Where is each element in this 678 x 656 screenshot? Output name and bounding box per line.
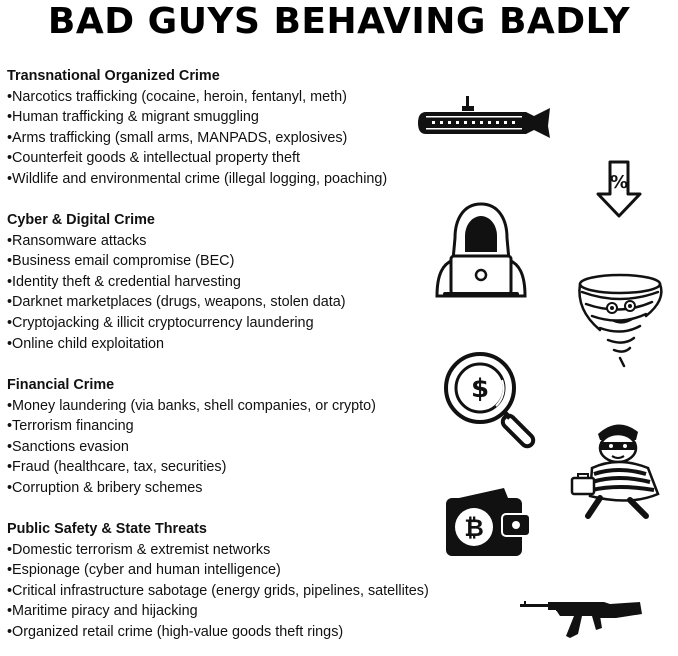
section-financial-crime [7, 375, 477, 499]
section-transnational-crime [7, 66, 477, 190]
list-item: •Arms trafficking (small arms, MANPADS, explosives) [7, 129, 348, 146]
section-list [7, 231, 477, 355]
list-item: •Critical infrastructure sabotage (energy grids, pipelines, satellites) [7, 582, 429, 599]
list-item: •Maritime piracy and hijacking [7, 603, 198, 620]
section-heading: Financial Crime [7, 377, 115, 393]
list-item: •Business email compromise (BEC) [7, 253, 235, 270]
assault-rifle-icon [520, 596, 644, 642]
list-item: •Ransomware attacks [7, 232, 147, 249]
submarine-icon [418, 94, 552, 144]
list-item: •Online child exploitation [7, 335, 165, 352]
section-list [7, 396, 477, 499]
svg-text:₿: ₿ [464, 514, 484, 542]
list-item: •Human trafficking & migrant smuggling [7, 109, 259, 126]
list-item: •Wildlife and environmental crime (illegal logging, poaching) [7, 170, 388, 187]
list-item: •Narcotics trafficking (cocaine, heroin, fentanyl, meth) [7, 88, 347, 105]
section-heading: Transnational Organized Crime [7, 68, 220, 84]
section-list [7, 87, 477, 190]
list-item: •Fraud (healthcare, tax, securities) [7, 459, 227, 476]
section-cyber-crime [7, 210, 477, 354]
list-item: •Money laundering (via banks, shell companies, or crypto) [7, 397, 376, 414]
list-item: •Terrorism financing [7, 418, 134, 435]
hooded-hacker-laptop-icon [433, 200, 529, 300]
list-item: •Identity theft & credential harvesting [7, 273, 241, 290]
list-item: •Cryptojacking & illicit cryptocurrency laundering [7, 314, 314, 331]
list-item: •Corruption & bribery schemes [7, 479, 203, 496]
list-item: •Sanctions evasion [7, 438, 129, 455]
burglar-icon [570, 416, 664, 520]
bitcoin-wallet-icon [444, 486, 532, 558]
section-list [7, 540, 477, 643]
section-public-safety [7, 519, 477, 643]
list-item: •Organized retail crime (high-value goods theft rings) [7, 623, 344, 640]
section-heading: Public Safety & State Threats [7, 521, 207, 537]
list-item: •Darknet marketplaces (drugs, weapons, stolen data) [7, 294, 346, 311]
tornado-icon [572, 270, 668, 368]
section-heading: Cyber & Digital Crime [7, 212, 155, 228]
list-item: •Espionage (cyber and human intelligence) [7, 562, 281, 579]
percent-down-arrow-icon [594, 158, 644, 220]
page-title: BAD GUYS BEHAVING BADLY [47, 1, 631, 42]
dollar-magnifier-icon [442, 350, 544, 450]
svg-text:$: $ [470, 374, 490, 404]
svg-text:%: % [609, 172, 629, 193]
list-item: •Domestic terrorism & extremist networks [7, 541, 271, 558]
list-item: •Counterfeit goods & intellectual property theft [7, 150, 301, 167]
